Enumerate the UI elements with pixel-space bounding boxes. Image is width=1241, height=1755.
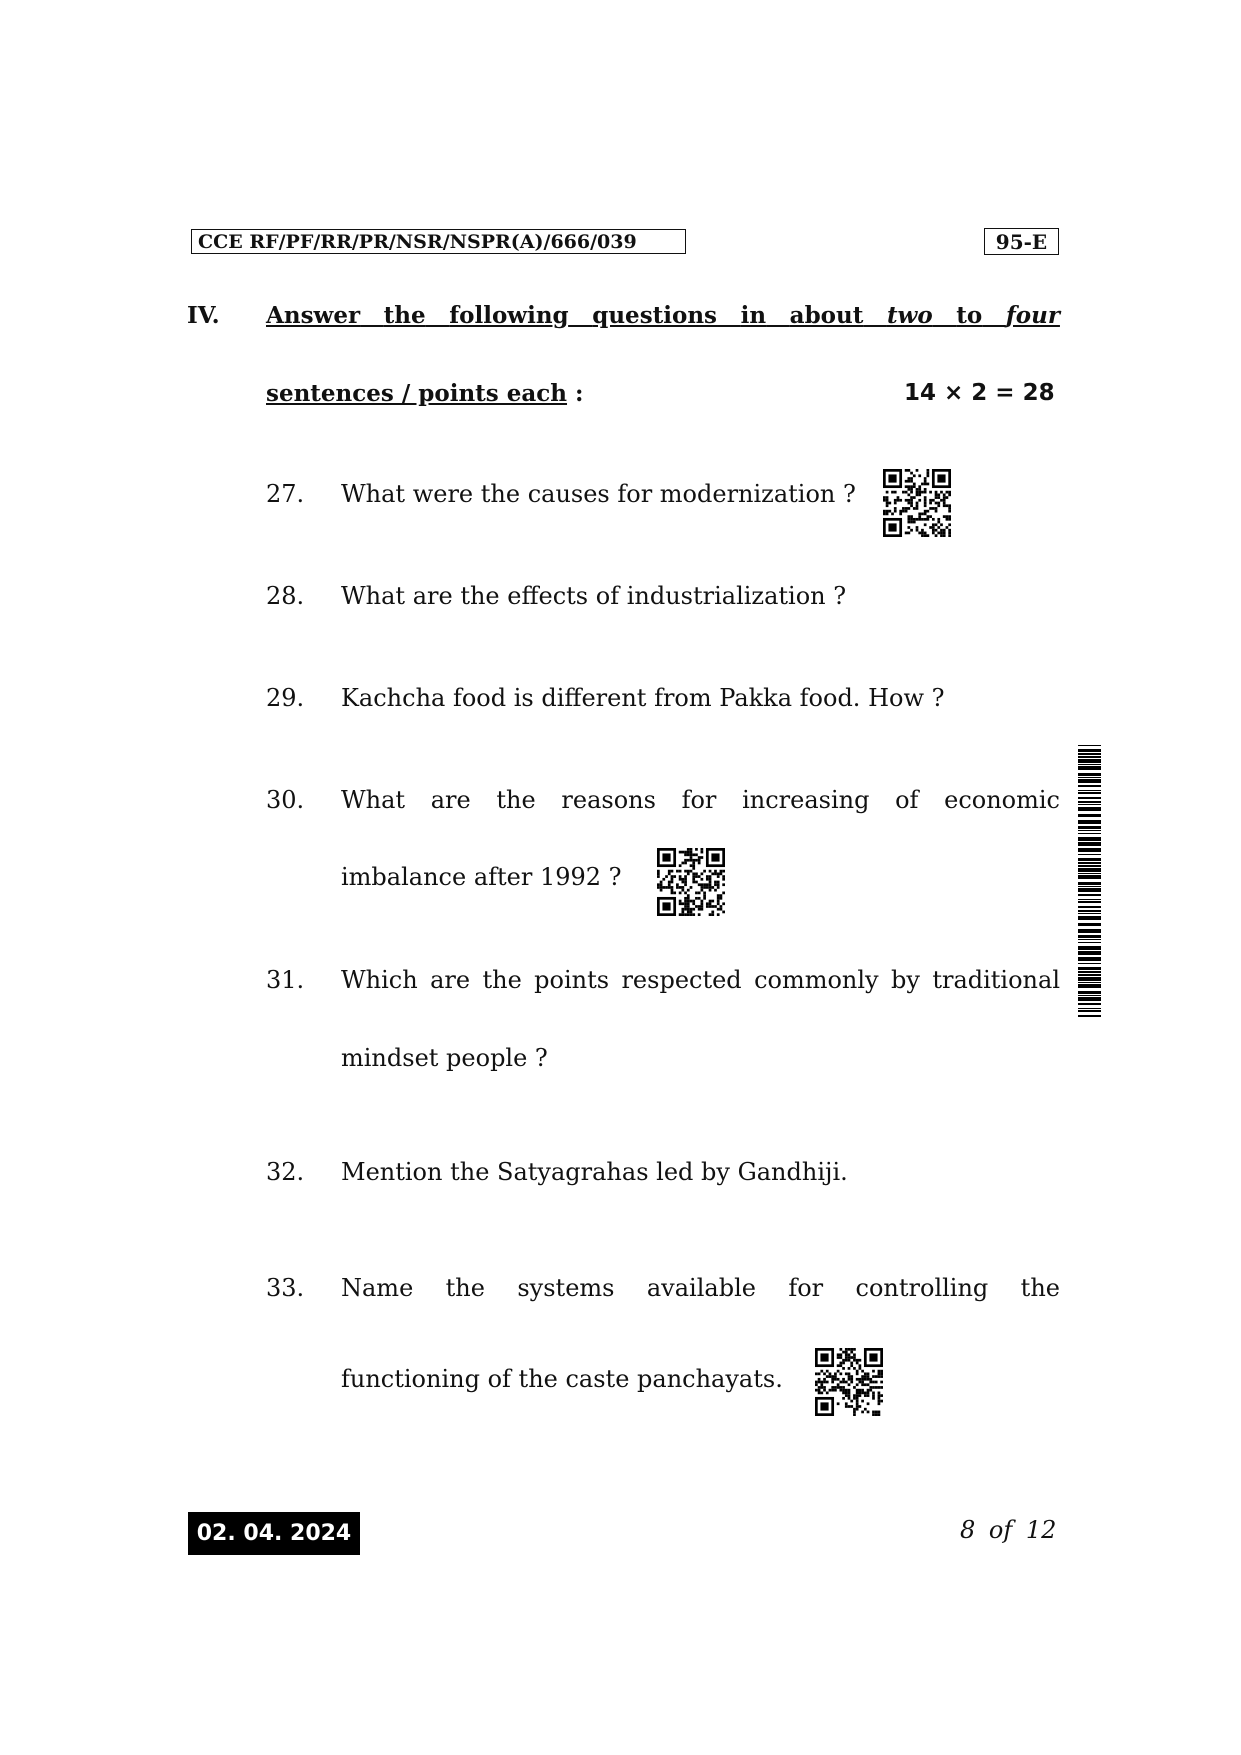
section-number: IV. xyxy=(187,302,220,329)
question-text: What are the effects of industrialization ? xyxy=(341,582,847,610)
question-text: Which are the points respected commonly by traditional xyxy=(341,966,1060,994)
instruction-word: in xyxy=(740,302,767,329)
question-text: Name the systems available for controlling the xyxy=(341,1274,1060,1302)
question-text: Kachcha food is different from Pakka food. How ? xyxy=(341,684,945,712)
question-number: 28. xyxy=(266,582,305,610)
question-number: 29. xyxy=(266,684,305,712)
instruction-word: two xyxy=(886,302,933,329)
exam-code: CCE RF/PF/RR/PR/NSR/NSPR(A)/666/039 xyxy=(191,229,686,254)
instruction-colon: : xyxy=(567,380,584,407)
paper-code: 95-E xyxy=(984,228,1059,255)
question-number: 27. xyxy=(266,480,305,508)
qr-code-icon xyxy=(815,1348,883,1416)
question-number: 30. xyxy=(266,786,305,814)
section-instruction-line2 xyxy=(266,380,584,407)
section-instruction xyxy=(266,302,1060,329)
question-text-cont: imbalance after 1992 ? xyxy=(341,863,622,891)
question-text-cont: functioning of the caste panchayats. xyxy=(341,1365,783,1393)
instruction-word: to xyxy=(956,302,983,329)
instruction-underlined: sentences / points each xyxy=(266,380,568,407)
page-number: 8 of 12 xyxy=(960,1516,1057,1544)
instruction-word: the xyxy=(383,302,426,329)
instruction-word: four xyxy=(1005,302,1060,329)
section-marks: 14 × 2 = 28 xyxy=(904,380,1055,406)
instruction-word: about xyxy=(789,302,864,329)
question-number: 32. xyxy=(266,1158,305,1186)
exam-date: 02. 04. 2024 xyxy=(188,1512,360,1555)
question-text-cont: mindset people ? xyxy=(341,1044,548,1072)
instruction-word: Answer xyxy=(266,302,361,329)
question-text: What are the reasons for increasing of economic xyxy=(341,786,1060,814)
question-number: 31. xyxy=(266,966,305,994)
instruction-word: following xyxy=(449,302,569,329)
question-text: Mention the Satyagrahas led by Gandhiji. xyxy=(341,1158,848,1186)
qr-code-icon xyxy=(883,469,951,537)
instruction-word: questions xyxy=(592,302,718,329)
barcode-icon xyxy=(1078,745,1101,1018)
question-number: 33. xyxy=(266,1274,305,1302)
qr-code-icon xyxy=(657,848,725,916)
question-text: What were the causes for modernization ? xyxy=(341,480,856,508)
